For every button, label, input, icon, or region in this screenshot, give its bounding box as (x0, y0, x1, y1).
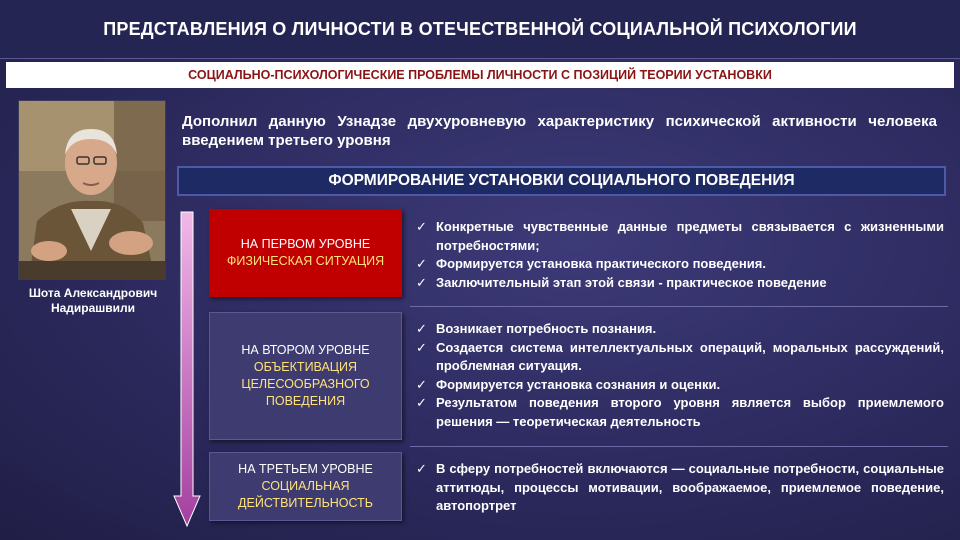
check-icon: ✓ (416, 461, 427, 476)
person-name-line1: Шота Александрович (28, 286, 158, 300)
level-2-points (416, 320, 944, 431)
portrait-photo (18, 100, 166, 280)
level-box-3-name: СОЦИАЛЬНАЯ ДЕЙСТВИТЕЛЬНОСТЬ (238, 479, 373, 510)
person-caption (8, 286, 178, 316)
check-icon: ✓ (416, 256, 427, 271)
check-icon: ✓ (416, 219, 427, 234)
check-icon: ✓ (416, 395, 427, 410)
person-name-line2: Надирашвили (50, 301, 136, 315)
page-subtitle: СОЦИАЛЬНО-ПСИХОЛОГИЧЕСКИЕ ПРОБЛЕМЫ ЛИЧНОСТИ С ПОЗИЦИЙ ТЕОРИИ УСТАНОВКИ (188, 68, 772, 82)
check-icon: ✓ (416, 274, 427, 290)
section-band (177, 166, 946, 196)
list-item: ✓ Формируется установка практического поведения. (416, 255, 944, 274)
list-item: ✓ Возникает потребность познания. (416, 320, 944, 339)
level-box-2-name: ОБЪЕКТИВАЦИЯ ЦЕЛЕСООБРАЗНОГО ПОВЕДЕНИЯ (241, 360, 370, 408)
row-divider (410, 306, 948, 307)
list-item: ✓ Результатом поведения второго уровня является выбор приемлемого решения — теоретическая деятельность (416, 395, 944, 429)
title-bar (0, 0, 960, 59)
row-divider (410, 446, 948, 447)
level-box-1 (209, 209, 402, 297)
level-1-points (416, 218, 944, 292)
portrait-illustration (19, 101, 165, 279)
list-item: ✓ Заключительный этап этой связи - практическое поведение (416, 274, 944, 293)
intro-text: Дополнил данную Узнадзе двухуровневую характеристику психической активности человека введением третьего уровня (182, 113, 937, 149)
check-icon: ✓ (416, 339, 427, 355)
level-box-1-name: ФИЗИЧЕСКАЯ СИТУАЦИЯ (226, 254, 385, 268)
section-band-title: ФОРМИРОВАНИЕ УСТАНОВКИ СОЦИАЛЬНОГО ПОВЕДЕНИЯ (328, 172, 795, 189)
check-icon: ✓ (416, 321, 427, 336)
list-item: ✓ Формируется установка сознания и оценки. (416, 376, 944, 395)
subtitle-bar (6, 62, 954, 88)
list-item: ✓ Конкретные чувственные данные предметы связывается с жизненными потребностями; (416, 219, 944, 253)
level-box-3 (209, 452, 402, 521)
page-title: ПРЕДСТАВЛЕНИЯ О ЛИЧНОСТИ В ОТЕЧЕСТВЕННОЙ СОЦИАЛЬНОЙ ПСИХОЛОГИИ (103, 18, 857, 39)
level-box-2 (209, 312, 402, 440)
level-box-3-level: НА ТРЕТЬЕМ УРОВНЕ (238, 462, 373, 476)
level-box-1-level: НА ПЕРВОМ УРОВНЕ (240, 237, 371, 251)
level-box-2-level: НА ВТОРОМ УРОВНЕ (241, 343, 370, 357)
list-item: ✓ Создается система интеллектуальных операций, моральных рассуждений, проблемная ситуация. (416, 339, 944, 373)
level-3-points (416, 460, 944, 516)
list-item: ✓ В сферу потребностей включаются — социальные потребности, социальные аттитюды, процессы мотивации, воображаемое, приемлемое поведение, автопортрет (416, 461, 944, 513)
down-arrow-icon (172, 210, 202, 530)
check-icon: ✓ (416, 376, 427, 392)
